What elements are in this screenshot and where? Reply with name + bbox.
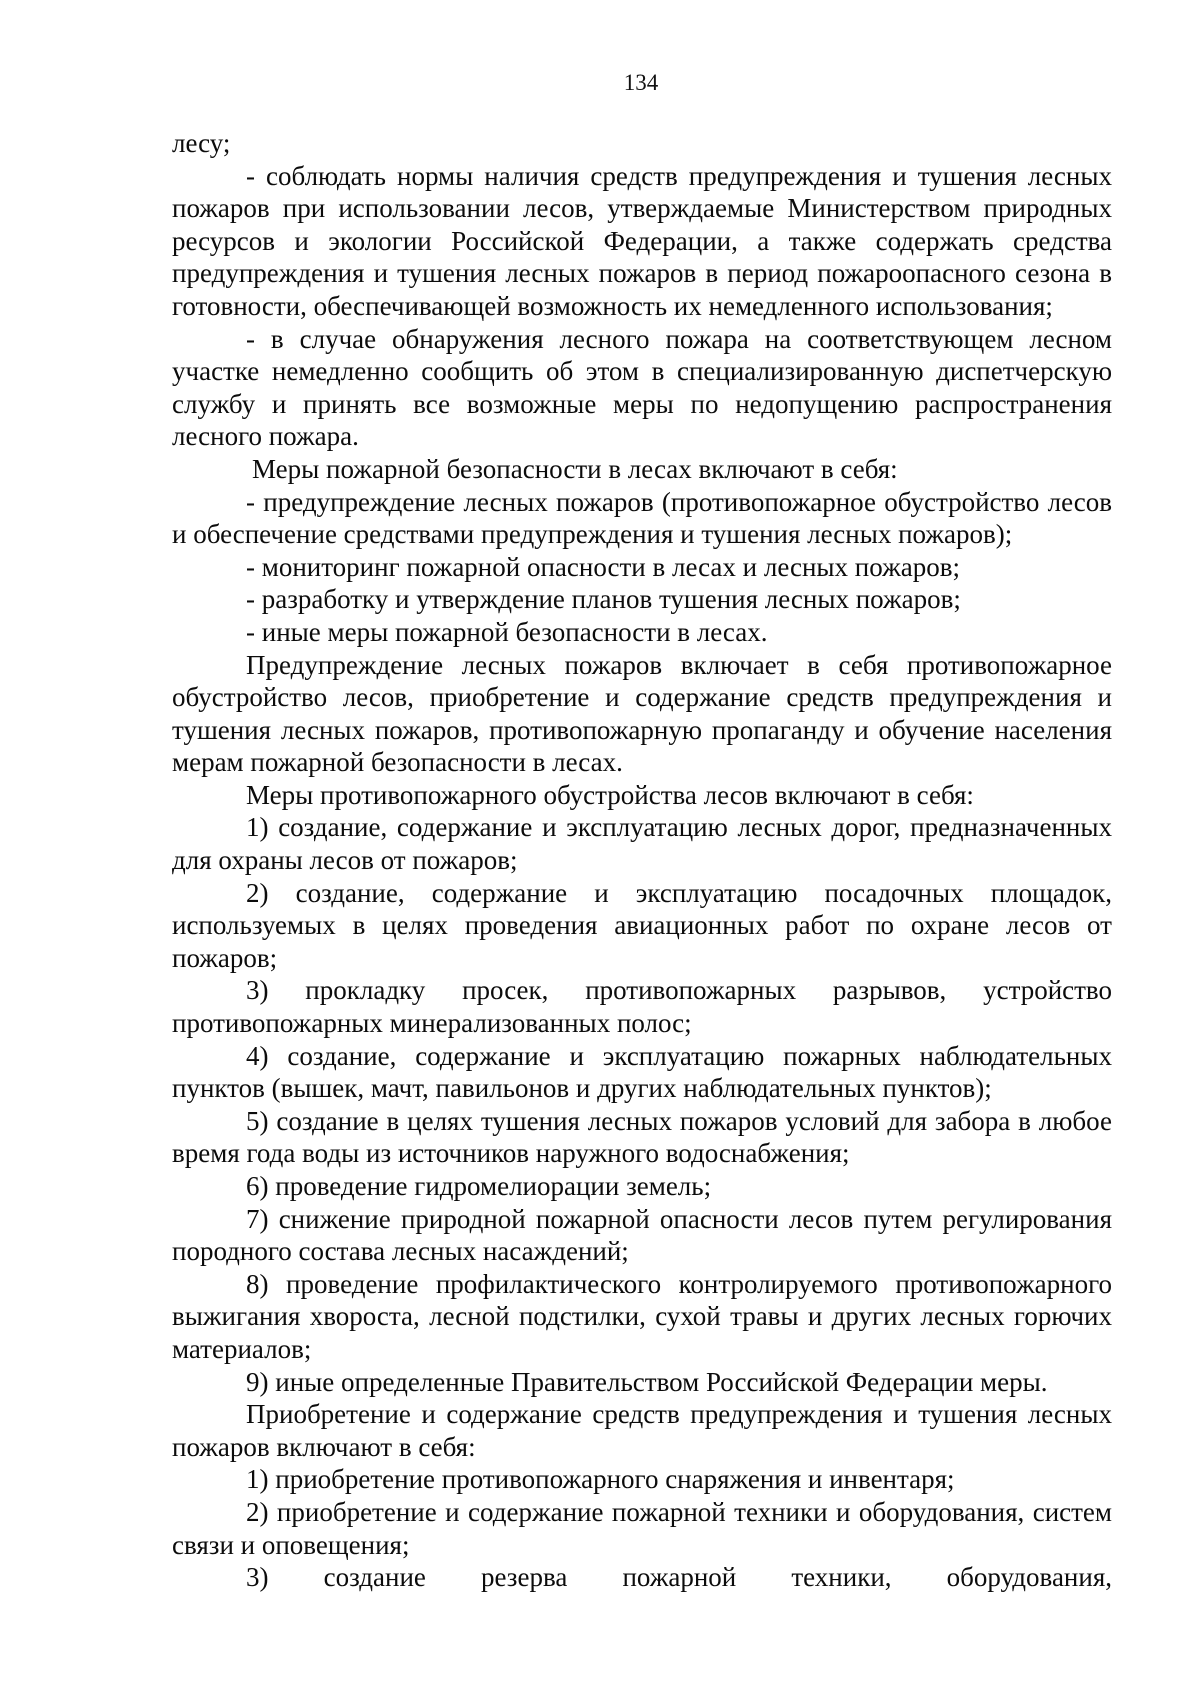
- paragraph: Меры противопожарного обустройства лесов включают в себя:: [246, 779, 974, 810]
- paragraph: 2) создание, содержание и эксплуатацию посадочных площадок, используемых в целях проведения авиационных работ по охране лесов от пожаров;: [172, 877, 1112, 973]
- page-number: 134: [623, 70, 659, 95]
- paragraph: 6) проведение гидромелиорации земель;: [246, 1171, 712, 1201]
- paragraph: - в случае обнаружения лесного пожара на соответствующем лесном участке немедленно сообщить об этом в специализированную диспетчерскую службу и принять все возможные меры по недопущению распространения лесного пожара.: [172, 323, 1112, 452]
- paragraph: - мониторинг пожарной опасности в лесах и лесных пожаров;: [246, 551, 960, 582]
- paragraph: 1) приобретение противопожарного снаряжения и инвентаря;: [246, 1464, 955, 1495]
- paragraph: 9) иные определенные Правительством Российской Федерации меры.: [246, 1366, 1048, 1397]
- paragraph: - разработку и утверждение планов тушения лесных пожаров;: [246, 584, 961, 615]
- paragraph: 5) создание в целях тушения лесных пожаров условий для забора в любое время года воды из источников наружного водоснабжения;: [172, 1105, 1112, 1169]
- paragraph: 1) создание, содержание и эксплуатацию лесных дорог, предназначенных для охраны лесов от пожаров;: [172, 812, 1112, 876]
- paragraph: Меры пожарной безопасности в лесах включают в себя:: [252, 453, 898, 484]
- paragraph: Приобретение и содержание средств предупреждения и тушения лесных пожаров включают в себя:: [172, 1399, 1112, 1462]
- paragraph: 3) создание резерва пожарной техники, оборудования,: [246, 1562, 1112, 1593]
- paragraph: - иные меры пожарной безопасности в лесах.: [246, 616, 768, 647]
- paragraph: 3) прокладку просек, противопожарных разрывов, устройство противопожарных минерализованных полос;: [172, 975, 1112, 1039]
- paragraph: - соблюдать нормы наличия средств предупреждения и тушения лесных пожаров при использовании лесов, утверждаемые Министерством природных ресурсов и экологии Российской Федерации, а также содержать средства предупреждения и тушения лесных пожаров в период пожароопасного сезона в готовности, обеспечивающей возможность их немедленного использования;: [172, 160, 1112, 321]
- document-text: [172, 127, 1112, 1594]
- paragraph: 2) приобретение и содержание пожарной техники и оборудования, систем связи и оповещения;: [172, 1496, 1112, 1560]
- paragraph: лесу;: [172, 128, 231, 158]
- paragraph: 7) снижение природной пожарной опасности лесов путем регулирования породного состава лесных насаждений;: [172, 1203, 1112, 1267]
- paragraph: 4) создание, содержание и эксплуатацию пожарных наблюдательных пунктов (вышек, мачт, павильонов и других наблюдательных пунктов);: [172, 1040, 1112, 1104]
- paragraph: - предупреждение лесных пожаров (противопожарное обустройство лесов и обеспечение средствами предупреждения и тушения лесных пожаров);: [172, 486, 1112, 550]
- paragraph: 8) проведение профилактического контролируемого противопожарного выжигания хвороста, лесной подстилки, сухой травы и других лесных горючих материалов;: [172, 1268, 1112, 1364]
- paragraph: Предупреждение лесных пожаров включает в себя противопожарное обустройство лесов, приобретение и содержание средств предупреждения и тушения лесных пожаров, противопожарную пропаганду и обучение населения мерам пожарной безопасности в лесах.: [172, 649, 1112, 778]
